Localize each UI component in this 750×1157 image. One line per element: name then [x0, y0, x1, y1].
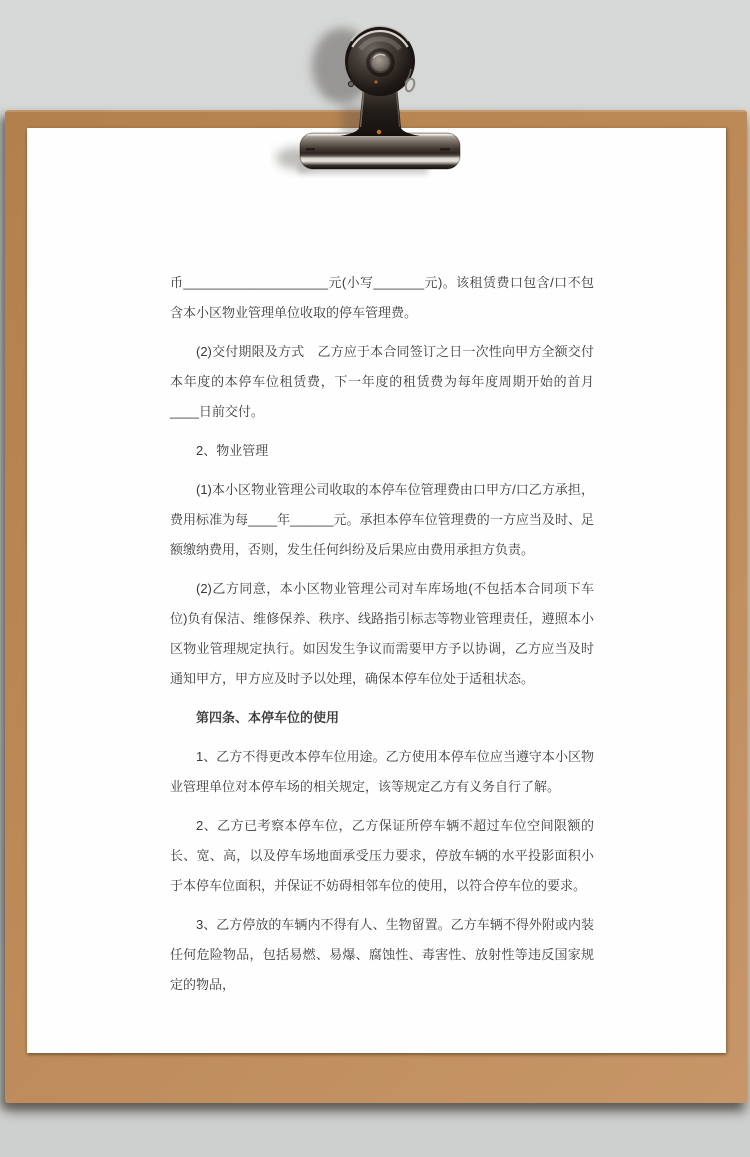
paper-sheet	[27, 128, 726, 1053]
paragraph: (2)交付期限及方式 乙方应于本合同签订之日一次性向甲方全额交付本年度的本停车位租赁费，下一年度的租赁费为每年度周期开始的首月____日前交付。	[170, 344, 594, 419]
paragraph: (2)乙方同意，本小区物业管理公司对车库场地(不包括本合同项下车位)负有保洁、维修保养、秩序、线路指引标志等物业管理责任，遵照本小区物业管理规定执行。如因发生争议而需要甲方予以协调，乙方应当及时通知甲方，甲方应及时予以处理，确保本停车位处于适租状态。	[170, 581, 594, 686]
clip-knob	[345, 26, 416, 96]
section-heading: 第四条、本停车位的使用	[196, 710, 340, 725]
paragraph: 币____________________元(小写_______元)。该租赁费口包含/口不包含本小区物业管理单位收取的停车管理费。	[170, 275, 594, 320]
paragraph: 3、乙方停放的车辆内不得有人、生物留置。乙方车辆不得外附或内装任何危险物品，包括易燃、易爆、腐蚀性、毒害性、放射性等违反国家规定的物品，	[170, 917, 594, 992]
binder-clip-icon	[270, 8, 490, 188]
clipboard-board	[5, 110, 747, 1103]
paragraph: 2、物业管理	[196, 443, 269, 458]
paragraph: (1)本小区物业管理公司收取的本停车位管理费由口甲方/口乙方承担，费用标准为每____年______元。承担本停车位管理费的一方应当及时、足额缴纳费用，否则，发生任何纠纷及后果应由费用承担方负责。	[170, 482, 594, 557]
clip-bar	[300, 133, 460, 169]
paragraph: 1、乙方不得更改本停车位用途。乙方使用本停车位应当遵守本小区物业管理单位对本停车场的相关规定，该等规定乙方有义务自行了解。	[170, 749, 594, 794]
document-body	[170, 268, 594, 1009]
paragraph: 2、乙方已考察本停车位，乙方保证所停车辆不超过车位空间限额的长、宽、高，以及停车场地面承受压力要求，停放车辆的水平投影面积小于本停车位面积，并保证不妨碍相邻车位的使用，以符合停车位的要求。	[170, 818, 594, 893]
